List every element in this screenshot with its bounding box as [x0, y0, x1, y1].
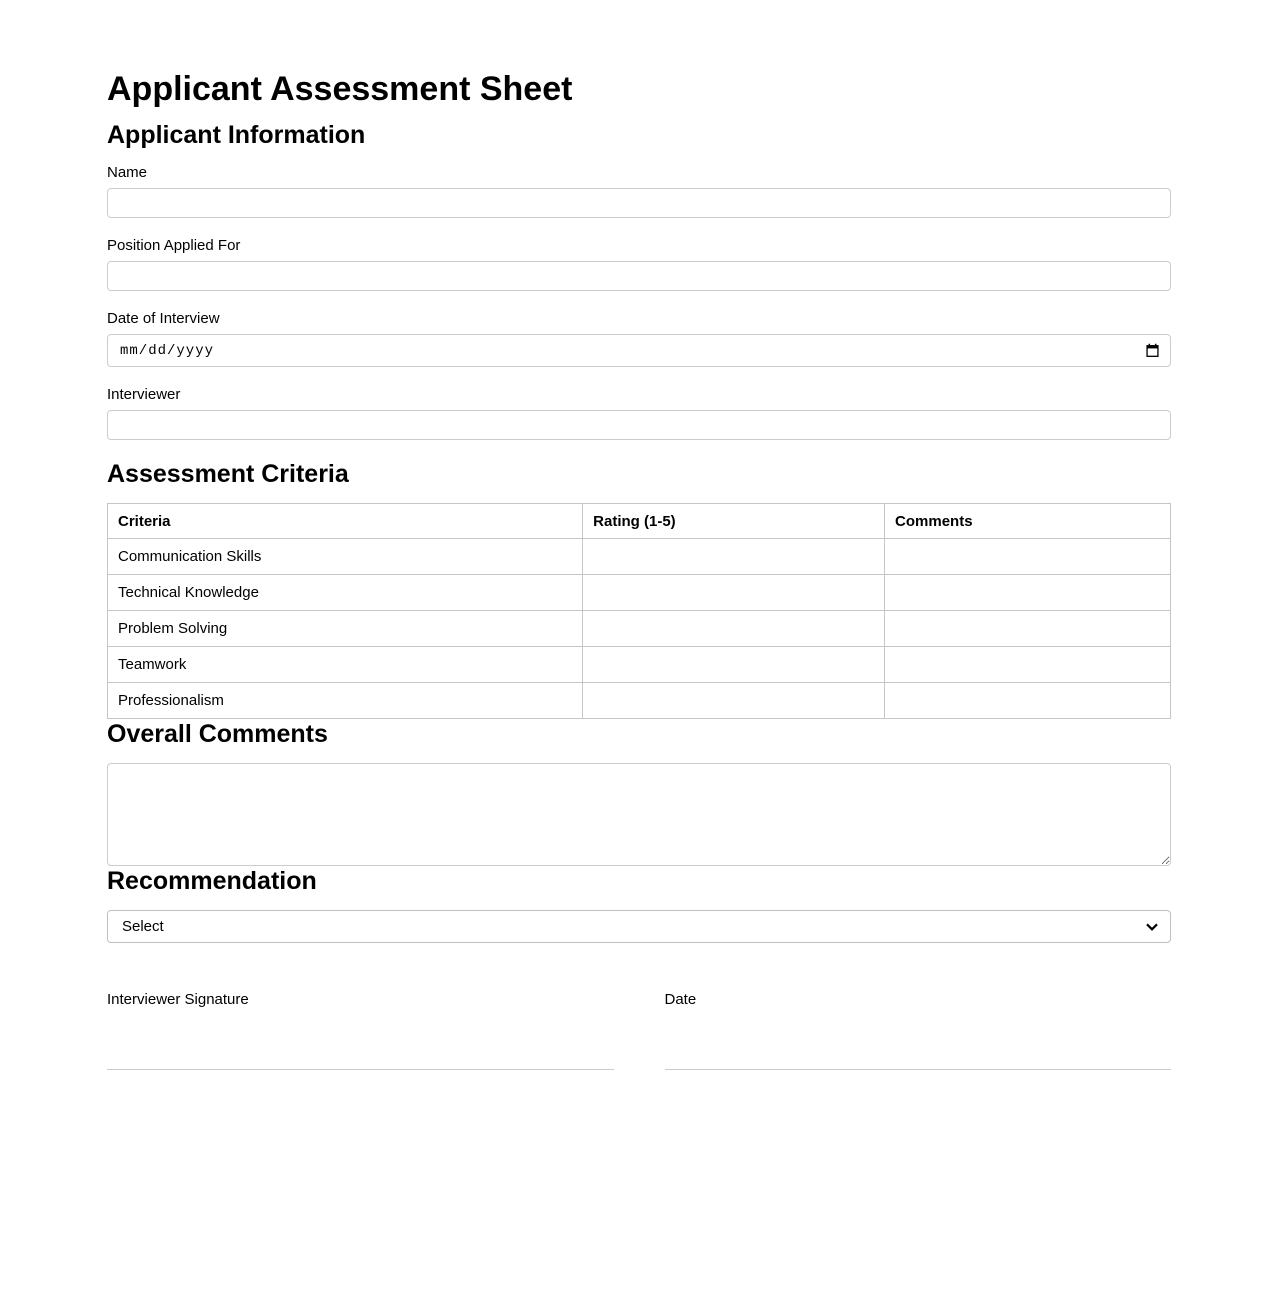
- comments-cell[interactable]: [885, 539, 1171, 575]
- page-title: Applicant Assessment Sheet: [107, 70, 573, 108]
- assessment-criteria-heading: Assessment Criteria: [107, 460, 349, 488]
- table-row: [108, 611, 1171, 647]
- interviewer-signature-label: Interviewer Signature: [107, 991, 249, 1008]
- recommendation-select-wrap: [107, 910, 1171, 943]
- rating-cell[interactable]: [583, 575, 885, 611]
- name-field: [107, 164, 1171, 218]
- table-row: [108, 575, 1171, 611]
- signature-row: [107, 991, 1171, 1070]
- table-header-row: [108, 504, 1171, 539]
- comments-cell[interactable]: [885, 647, 1171, 683]
- position-field: [107, 237, 1171, 291]
- criteria-cell: Teamwork: [108, 647, 583, 683]
- criteria-table: [107, 503, 1171, 719]
- col-header-criteria: Criteria: [108, 504, 583, 539]
- interviewer-signature-block: [107, 991, 614, 1070]
- date-of-interview-field: [107, 310, 1171, 367]
- comments-cell[interactable]: [885, 611, 1171, 647]
- criteria-cell: Professionalism: [108, 683, 583, 719]
- date-signature-block: [665, 991, 1172, 1070]
- name-input[interactable]: [107, 188, 1171, 218]
- date-signature-line: [665, 1069, 1172, 1070]
- table-row: [108, 647, 1171, 683]
- recommendation-heading: Recommendation: [107, 867, 317, 895]
- criteria-cell: Communication Skills: [108, 539, 583, 575]
- date-placeholder: mm/dd/yyyy: [120, 342, 215, 359]
- comments-cell[interactable]: [885, 683, 1171, 719]
- criteria-cell: Technical Knowledge: [108, 575, 583, 611]
- criteria-cell: Problem Solving: [108, 611, 583, 647]
- overall-comments-textarea[interactable]: [107, 763, 1171, 866]
- assessment-form: [107, 0, 1171, 1206]
- rating-cell[interactable]: [583, 539, 885, 575]
- position-label: Position Applied For: [107, 237, 241, 254]
- interviewer-input[interactable]: [107, 410, 1171, 440]
- interviewer-signature-line: [107, 1069, 614, 1070]
- interviewer-label: Interviewer: [107, 386, 181, 403]
- calendar-icon[interactable]: [1145, 343, 1160, 358]
- interviewer-field: [107, 386, 1171, 440]
- date-of-interview-input[interactable]: [107, 334, 1171, 367]
- applicant-information-heading: Applicant Information: [107, 121, 366, 149]
- position-input[interactable]: [107, 261, 1171, 291]
- table-row: [108, 683, 1171, 719]
- table-row: [108, 539, 1171, 575]
- comments-cell[interactable]: [885, 575, 1171, 611]
- rating-cell[interactable]: [583, 683, 885, 719]
- date-of-interview-label: Date of Interview: [107, 310, 220, 327]
- name-label: Name: [107, 164, 148, 181]
- recommendation-select[interactable]: [107, 910, 1171, 943]
- rating-cell[interactable]: [583, 611, 885, 647]
- col-header-comments: Comments: [885, 504, 1171, 539]
- date-signature-label: Date: [664, 991, 697, 1008]
- overall-comments-heading: Overall Comments: [107, 720, 328, 748]
- rating-cell[interactable]: [583, 647, 885, 683]
- col-header-rating: Rating (1-5): [583, 504, 885, 539]
